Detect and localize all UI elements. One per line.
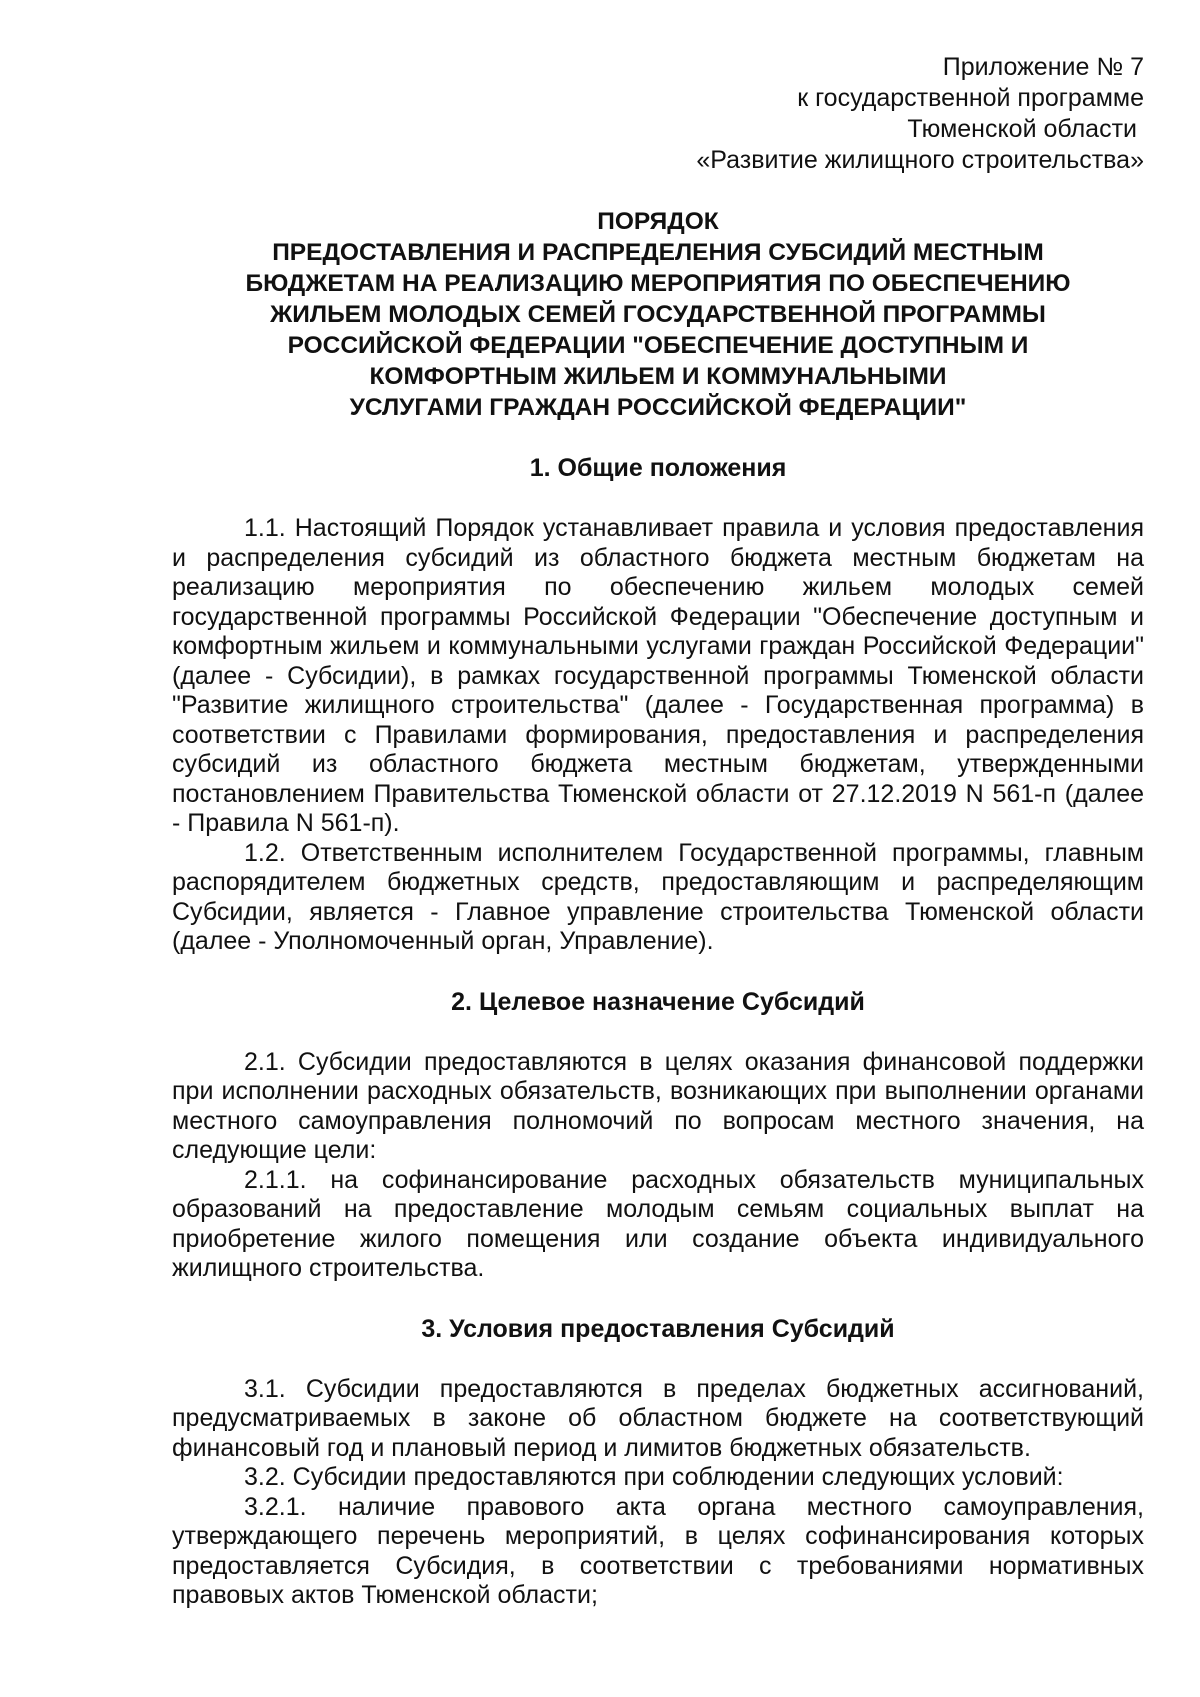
title-line: ПОРЯДОК	[597, 208, 719, 235]
paragraph: 1.2. Ответственным исполнителем Государственной программы, главным распорядителем бюджетных средств, предоставляющим и распределяющим Субсидии, является - Главное управление строительства Тюменской области (далее - Уполномоченный орган, Управление).	[172, 838, 1144, 955]
title-line: УСЛУГАМИ ГРАЖДАН РОССИЙСКОЙ ФЕДЕРАЦИИ"	[349, 394, 967, 421]
document-title	[172, 206, 1144, 423]
paragraph: 3.2.1. наличие правового акта органа местного самоуправления, утверждающего перечень мероприятий, в целях софинансирования которых предоставляется Субсидия, в соответствии с требованиями нормативных правовых актов Тюменской области;	[172, 1492, 1144, 1609]
paragraph: 3.2. Субсидии предоставляются при соблюдении следующих условий:	[244, 1463, 1064, 1491]
appendix-line: к государственной программе	[797, 84, 1144, 112]
section-heading: 3. Условия предоставления Субсидий	[421, 1314, 895, 1343]
title-line: ПРЕДОСТАВЛЕНИЯ И РАСПРЕДЕЛЕНИЯ СУБСИДИЙ МЕСТНЫМ	[272, 239, 1044, 266]
title-line: КОМФОРТНЫМ ЖИЛЬЕМ И КОММУНАЛЬНЫМИ	[369, 363, 947, 390]
appendix-line: «Развитие жилищного строительства»	[696, 146, 1144, 174]
title-line: ЖИЛЬЕМ МОЛОДЫХ СЕМЕЙ ГОСУДАРСТВЕННОЙ ПРОГРАММЫ	[270, 301, 1046, 328]
section-heading: 1. Общие положения	[529, 454, 787, 482]
paragraph: 1.1. Настоящий Порядок устанавливает правила и условия предоставления и распределения субсидий из областного бюджета местным бюджетам на реализацию мероприятия по обеспечению жильем молодых семей государственной программы Российской Федерации "Обеспечение доступным и комфортным жильем и коммунальными услугами граждан Российской Федерации" (далее - Субсидии), в рамках государственной программы Тюменской области "Развитие жилищного строительства" (далее - Государственная программа) в соответствии с Правилами формирования, предоставления и распределения субсидий из областного бюджета местным бюджетам, утвержденными постановлением Правительства Тюменской области от 27.12.2019 N 561-п (далее - Правила N 561-п).	[172, 514, 1144, 837]
document-page	[172, 52, 1144, 1611]
section-heading: 2. Целевое назначение Субсидий	[451, 987, 865, 1016]
appendix-line: Приложение № 7	[942, 53, 1144, 81]
paragraph: 3.1. Субсидии предоставляются в пределах бюджетных ассигнований, предусматриваемых в законе об областном бюджете на соответствующий финансовый год и плановый период и лимитов бюджетных обязательств.	[172, 1374, 1144, 1462]
paragraph: 2.1.1. на софинансирование расходных обязательств муниципальных образований на предоставление молодым семьям социальных выплат на приобретение жилого помещения или создание объекта индивидуального жилищного строительства.	[172, 1165, 1144, 1282]
title-line: РОССИЙСКОЙ ФЕДЕРАЦИИ "ОБЕСПЕЧЕНИЕ ДОСТУПНЫМ И	[287, 332, 1029, 359]
title-line: БЮДЖЕТАМ НА РЕАЛИЗАЦИЮ МЕРОПРИЯТИЯ ПО ОБЕСПЕЧЕНИЮ	[245, 270, 1071, 297]
appendix-block	[172, 52, 1144, 176]
appendix-line: Тюменской области	[907, 115, 1137, 143]
paragraph: 2.1. Субсидии предоставляются в целях оказания финансовой поддержки при исполнении расходных обязательств, возникающих при выполнении органами местного самоуправления полномочий по вопросам местного значения, на следующие цели:	[172, 1047, 1144, 1164]
